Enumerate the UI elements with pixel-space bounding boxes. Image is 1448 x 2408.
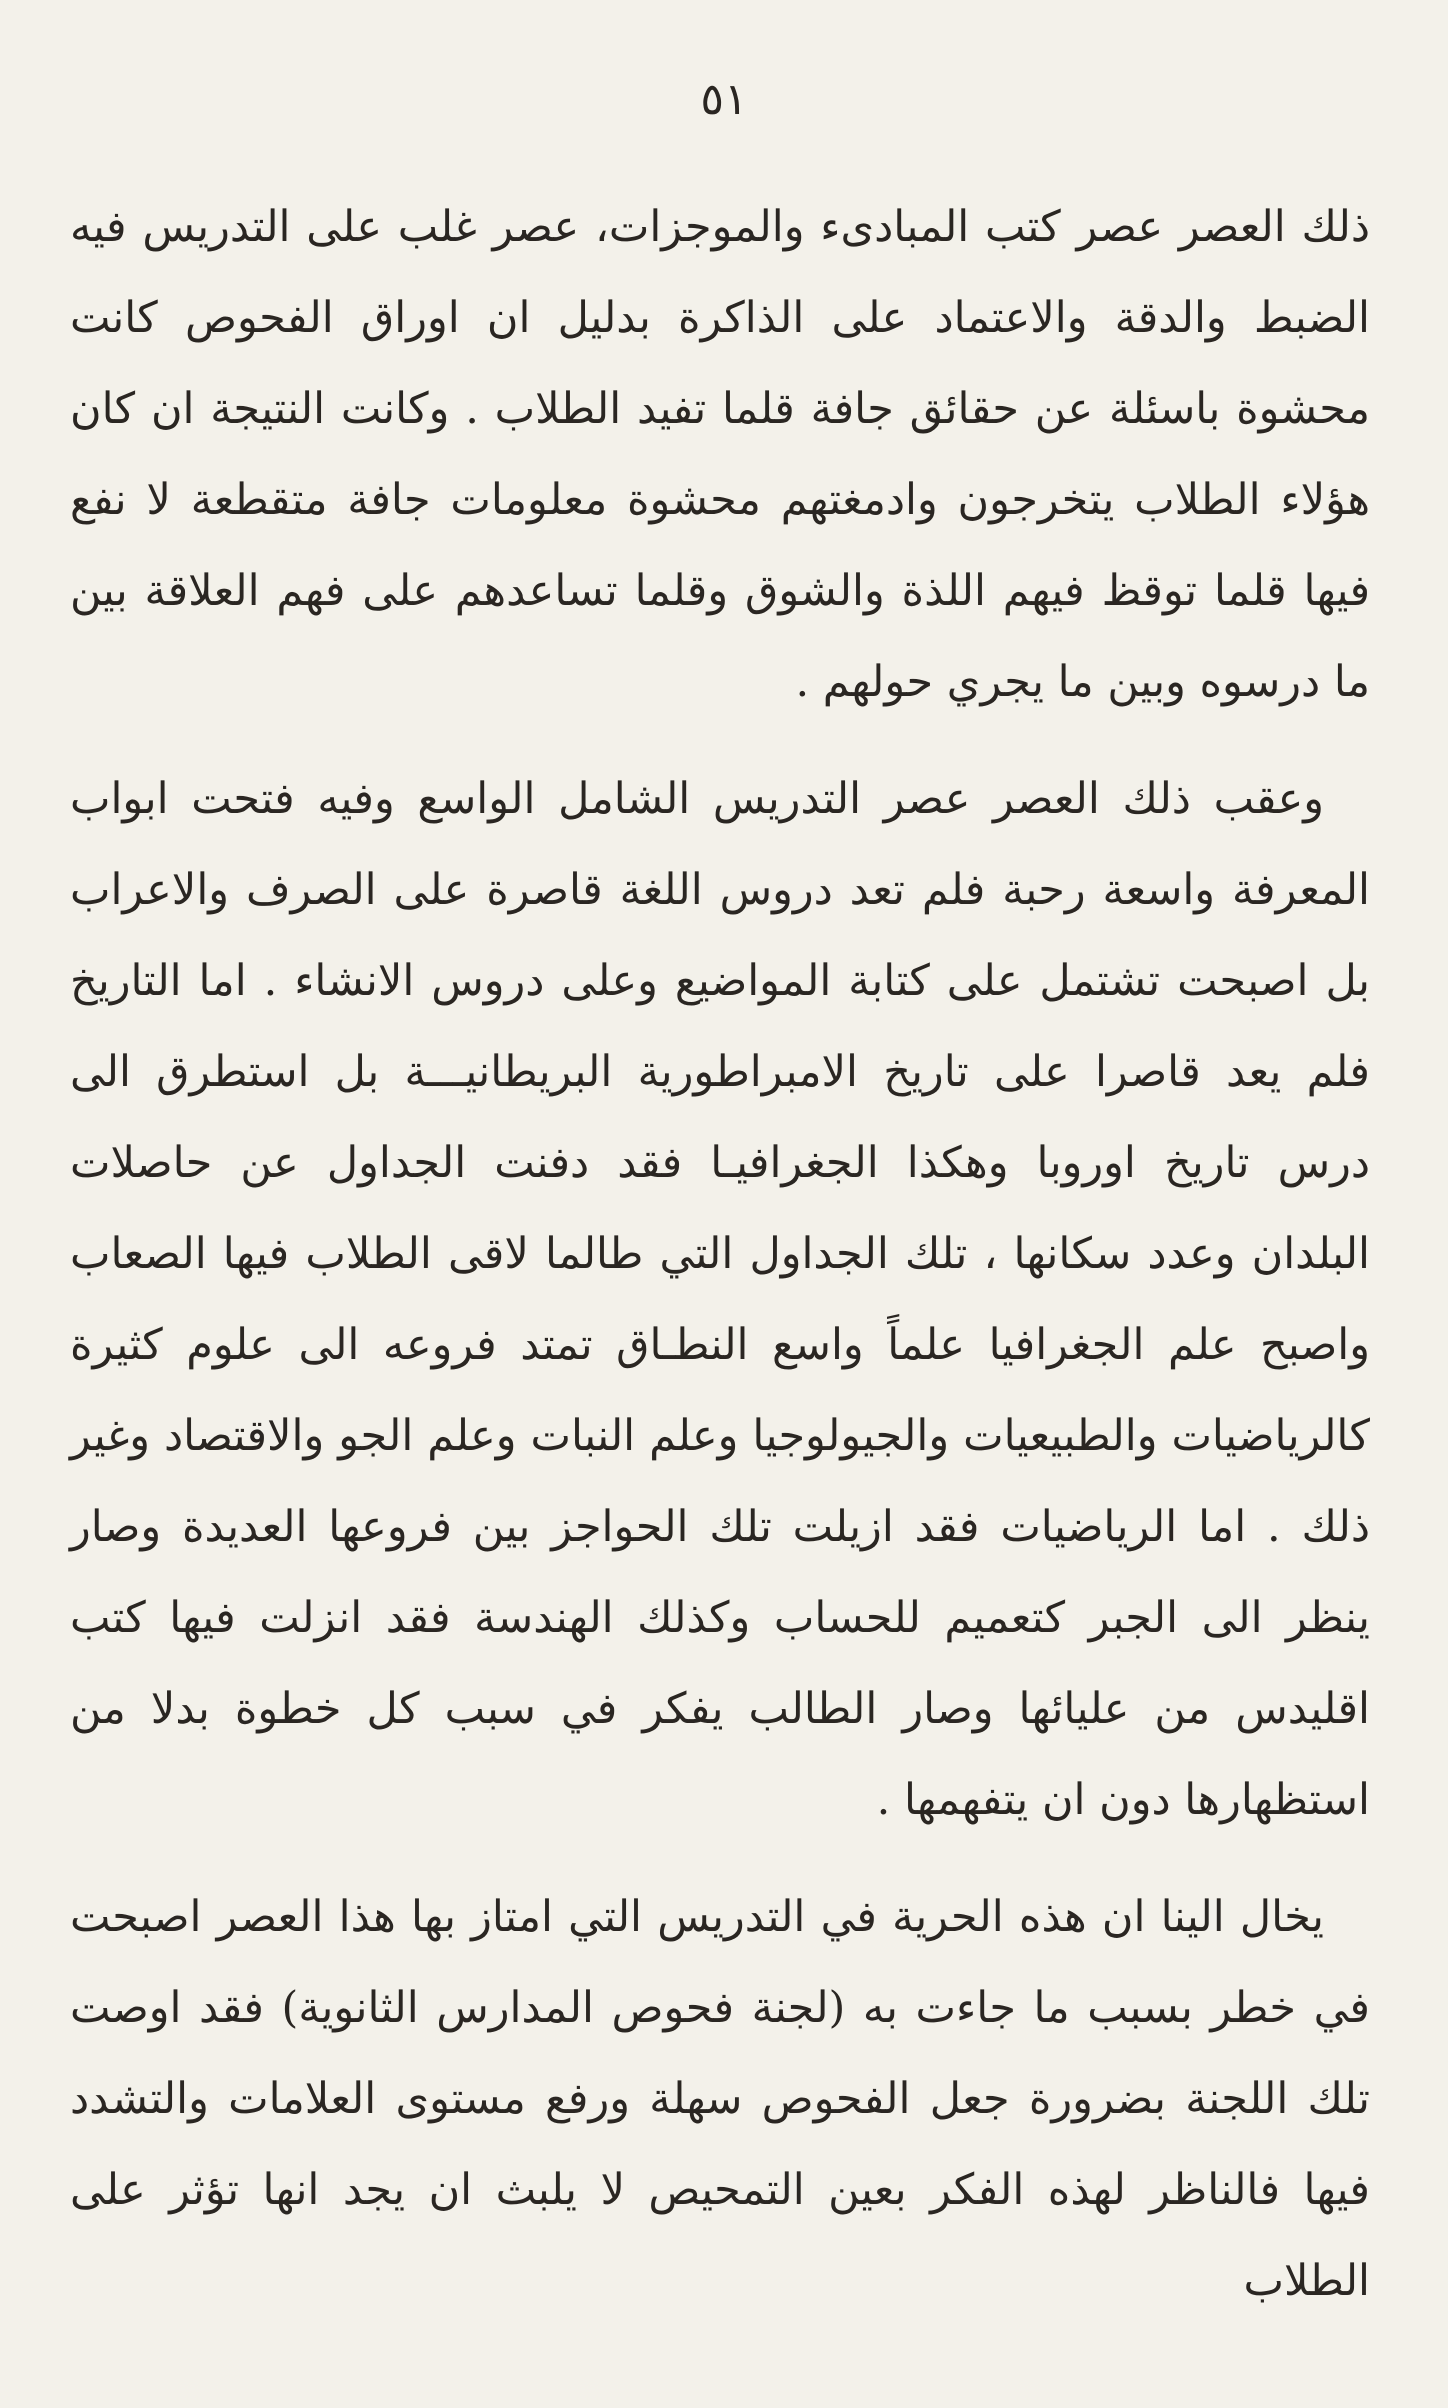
paragraph-1: ذلك العصر عصر كتب المبادىء والموجزات، عصر غلب على التدريس فيه الضبط والدقة والاعتماد على الذاكرة بدليل ان اوراق الفحوص كانت محشوة باسئلة عن حقائق جافة قلما تفيد الطلاب . وكانت النتيجة ان كان هؤلاء الطلاب يتخرجون وادمغتهم محشوة معلومات جافة متقطعة لا نفع فيها قلما توقظ فيهم اللذة والشوق وقلما تساعدهم على فهم العلاقة بين ما درسوه وبين ما يجري حولهم . <box>70 202 1370 707</box>
paragraph-2: وعقب ذلك العصر عصر التدريس الشامل الواسع وفيه فتحت ابواب المعرفة واسعة رحبة فلم تعد دروس اللغة قاصرة على الصرف والاعراب بل اصبحت تشتمل على كتابة المواضيع وعلى دروس الانشاء . اما التاريخ فلم يعد قاصرا على تاريخ الامبراطورية البريطانيـــة بل استطرق الى درس تاريخ اوروبا وهكذا الجغرافيـا فقد دفنت الجداول عن حاصلات البلدان وعدد سكانها ، تلك الجداول التي طالما لاقى الطلاب فيها الصعاب واصبح علم الجغرافيا علماً واسع النطـاق تمتد فروعه الى علوم كثيرة كالرياضيات والطبيعيات والجيولوجيا وعلم النبات وعلم الجو والاقتصاد وغير ذلك . اما الرياضيات فقد ازيلت تلك الحواجز بين فروعها العديدة وصار ينظر الى الجبر كتعميم للحساب وكذلك الهندسة فقد انزلت فيها كتب اقليدس من عليائها وصار الطالب يفكر في سبب كل خطوة بدلا من استظهارها دون ان يتفهمها . <box>70 774 1371 1825</box>
paragraph-3: يخال الينا ان هذه الحرية في التدريس التي امتاز بها هذا العصر اصبحت في خطر بسبب ما جاءت به (لجنة فحوص المدارس الثانوية) فقد اوصت تلك اللجنة بضرورة جعل الفحوص سهلة ورفع مستوى العلامات والتشدد فيها فالناظر لهذه الفكر بعين التمحيص لا يلبث ان يجد انها تؤثر على الطلاب <box>70 1892 1370 2306</box>
page-number: ٥١ <box>700 74 748 125</box>
page-body <box>70 182 1370 2327</box>
